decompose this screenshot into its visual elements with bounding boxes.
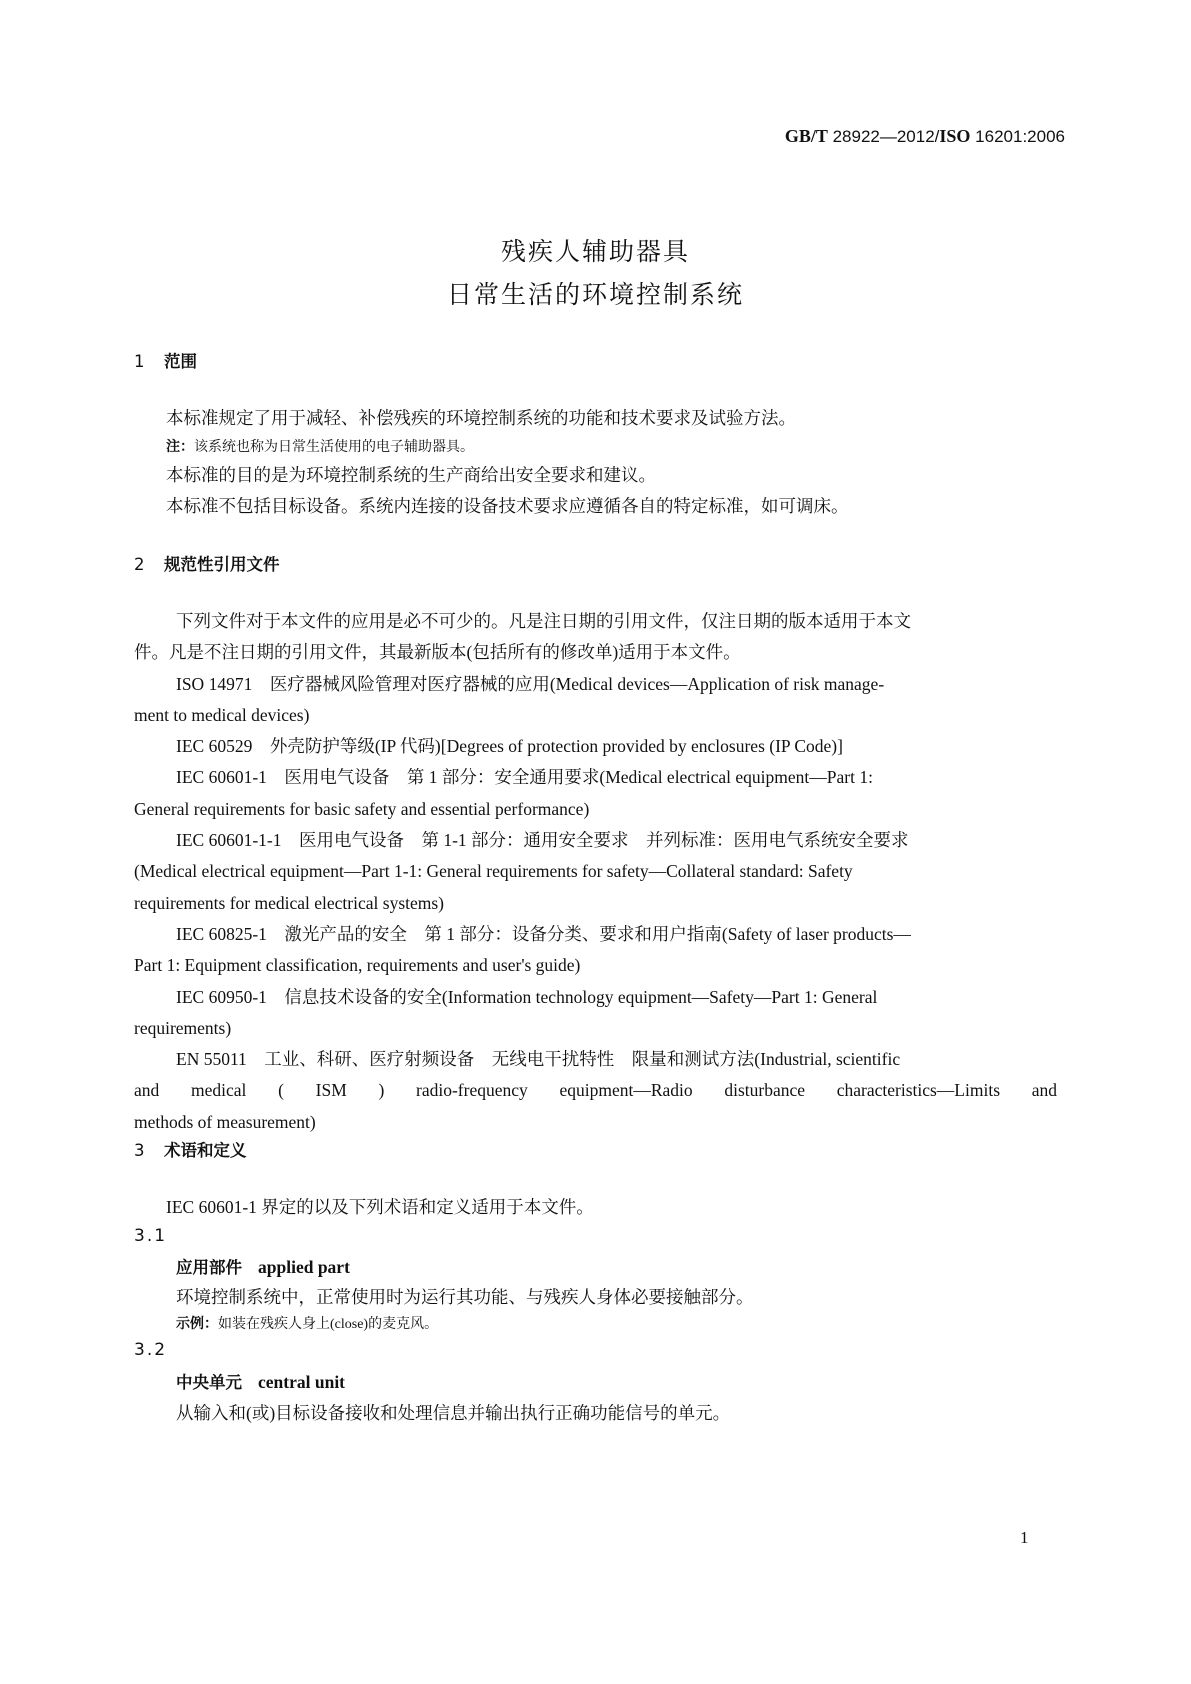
standard-code-prefix: GB/T: [784, 126, 828, 146]
intro-line-2: 件。凡是不注日期的引用文件，其最新版本(包括所有的修改单)适用于本文件。: [134, 642, 741, 663]
reference-iec-60825-1-line1: IEC 60825-1 激光产品的安全 第 1 部分：设备分类、要求和用户指南(Safety of laser products—: [176, 923, 911, 944]
document-title-line1: 残疾人辅助器具: [500, 237, 690, 266]
reference-iso-14971-line1: ISO 14971 医疗器械风险管理对医疗器械的应用(Medical devices—Application of risk manage-: [176, 673, 885, 694]
reference-iec-60601-1-line1: IEC 60601-1 医用电气设备 第 1 部分：安全通用要求(Medical electrical equipment—Part 1:: [176, 767, 873, 788]
page-number: 1: [1020, 1528, 1029, 1547]
term-en: central unit: [258, 1372, 346, 1392]
term-number: 3.1: [134, 1226, 168, 1246]
section-3-heading: [134, 1137, 247, 1161]
section-number: 2: [134, 555, 145, 574]
section-2-heading: [134, 551, 280, 575]
reference-iec-60950-1-line1: IEC 60950-1 信息技术设备的安全(Information technology equipment—Safety—Part 1: General: [176, 986, 878, 1007]
scope-paragraph-1: 本标准规定了用于减轻、补偿残疾的环境控制系统的功能和技术要求及试验方法。: [166, 408, 796, 428]
section-title: 范围: [164, 352, 197, 371]
term-example: [176, 1313, 438, 1333]
reference-en-55011-line3: methods of measurement): [134, 1111, 316, 1132]
reference-iec-60601-1-1-line3: requirements for medical electrical systems): [134, 892, 445, 913]
note-text: 该系统也称为日常生活使用的电子辅助器具。: [194, 440, 474, 455]
section-number: 3: [134, 1141, 145, 1160]
normative-references-list: [134, 606, 1057, 1138]
reference-iec-60950-1-line2: requirements): [134, 1017, 232, 1038]
term-zh: 应用部件: [176, 1258, 242, 1277]
document-title-line2: 日常生活的环境控制系统: [446, 280, 744, 309]
reference-iso-14971-line2: ment to medical devices): [134, 704, 310, 725]
example-label: 示例：: [176, 1316, 218, 1332]
reference-iec-60825-1-line2: Part 1: Equipment classification, requirements and user's guide): [134, 955, 581, 976]
term-definition: 环境控制系统中，正常使用时为运行其功能、与残疾人身体必要接触部分。: [176, 1287, 754, 1307]
reference-iec-60601-1-line2: General requirements for basic safety and essential performance): [134, 798, 590, 819]
note-label: 注：: [166, 439, 194, 455]
section-number: 1: [134, 352, 145, 371]
reference-iec-60601-1-1-line2: (Medical electrical equipment—Part 1-1: General requirements for safety—Collateral standard: Safety: [134, 861, 853, 882]
term-heading: [176, 1369, 345, 1393]
term-zh: 中央单元: [176, 1373, 242, 1392]
standard-code-iso: 16201:2006: [975, 127, 1065, 146]
section-1-heading: [134, 348, 197, 372]
standard-code: [785, 126, 1065, 147]
reference-iec-60601-1-1-line1: IEC 60601-1-1 医用电气设备 第 1-1 部分：通用安全要求 并列标准：医用电气系统安全要求: [176, 830, 909, 851]
reference-en-55011-line2: and medical ( ISM ) radio-frequency equipment—Radio disturbance characteristics—Limits and: [134, 1080, 1057, 1101]
example-text: 如装在残疾人身上(close)的麦克风。: [218, 1317, 439, 1332]
standard-code-iso-prefix: ISO: [939, 126, 971, 146]
section-title: 规范性引用文件: [164, 555, 280, 574]
scope-note: [166, 436, 474, 456]
intro-line-1: 下列文件对于本文件的应用是必不可少的。凡是注日期的引用文件，仅注日期的版本适用于本文: [176, 611, 911, 631]
standard-code-main: 28922—2012/: [832, 127, 940, 146]
term-number: 3.2: [134, 1340, 168, 1360]
reference-en-55011-line1: EN 55011 工业、科研、医疗射频设备 无线电干扰特性 限量和测试方法(Industrial, scientific: [176, 1049, 901, 1070]
term-en: applied part: [258, 1257, 350, 1277]
reference-iec-60529: IEC 60529 外壳防护等级(IP 代码)[Degrees of protection provided by enclosures (IP Code)]: [176, 736, 843, 757]
term-definition: 从输入和(或)目标设备接收和处理信息并输出执行正确功能信号的单元。: [176, 1403, 731, 1423]
scope-paragraph-3: 本标准不包括目标设备。系统内连接的设备技术要求应遵循各自的特定标准，如可调床。: [166, 496, 849, 516]
term-heading: [176, 1254, 350, 1278]
terms-intro: IEC 60601-1 界定的以及下列术语和定义适用于本文件。: [166, 1197, 594, 1217]
section-title: 术语和定义: [164, 1141, 247, 1160]
scope-paragraph-2: 本标准的目的是为环境控制系统的生产商给出安全要求和建议。: [166, 465, 656, 485]
